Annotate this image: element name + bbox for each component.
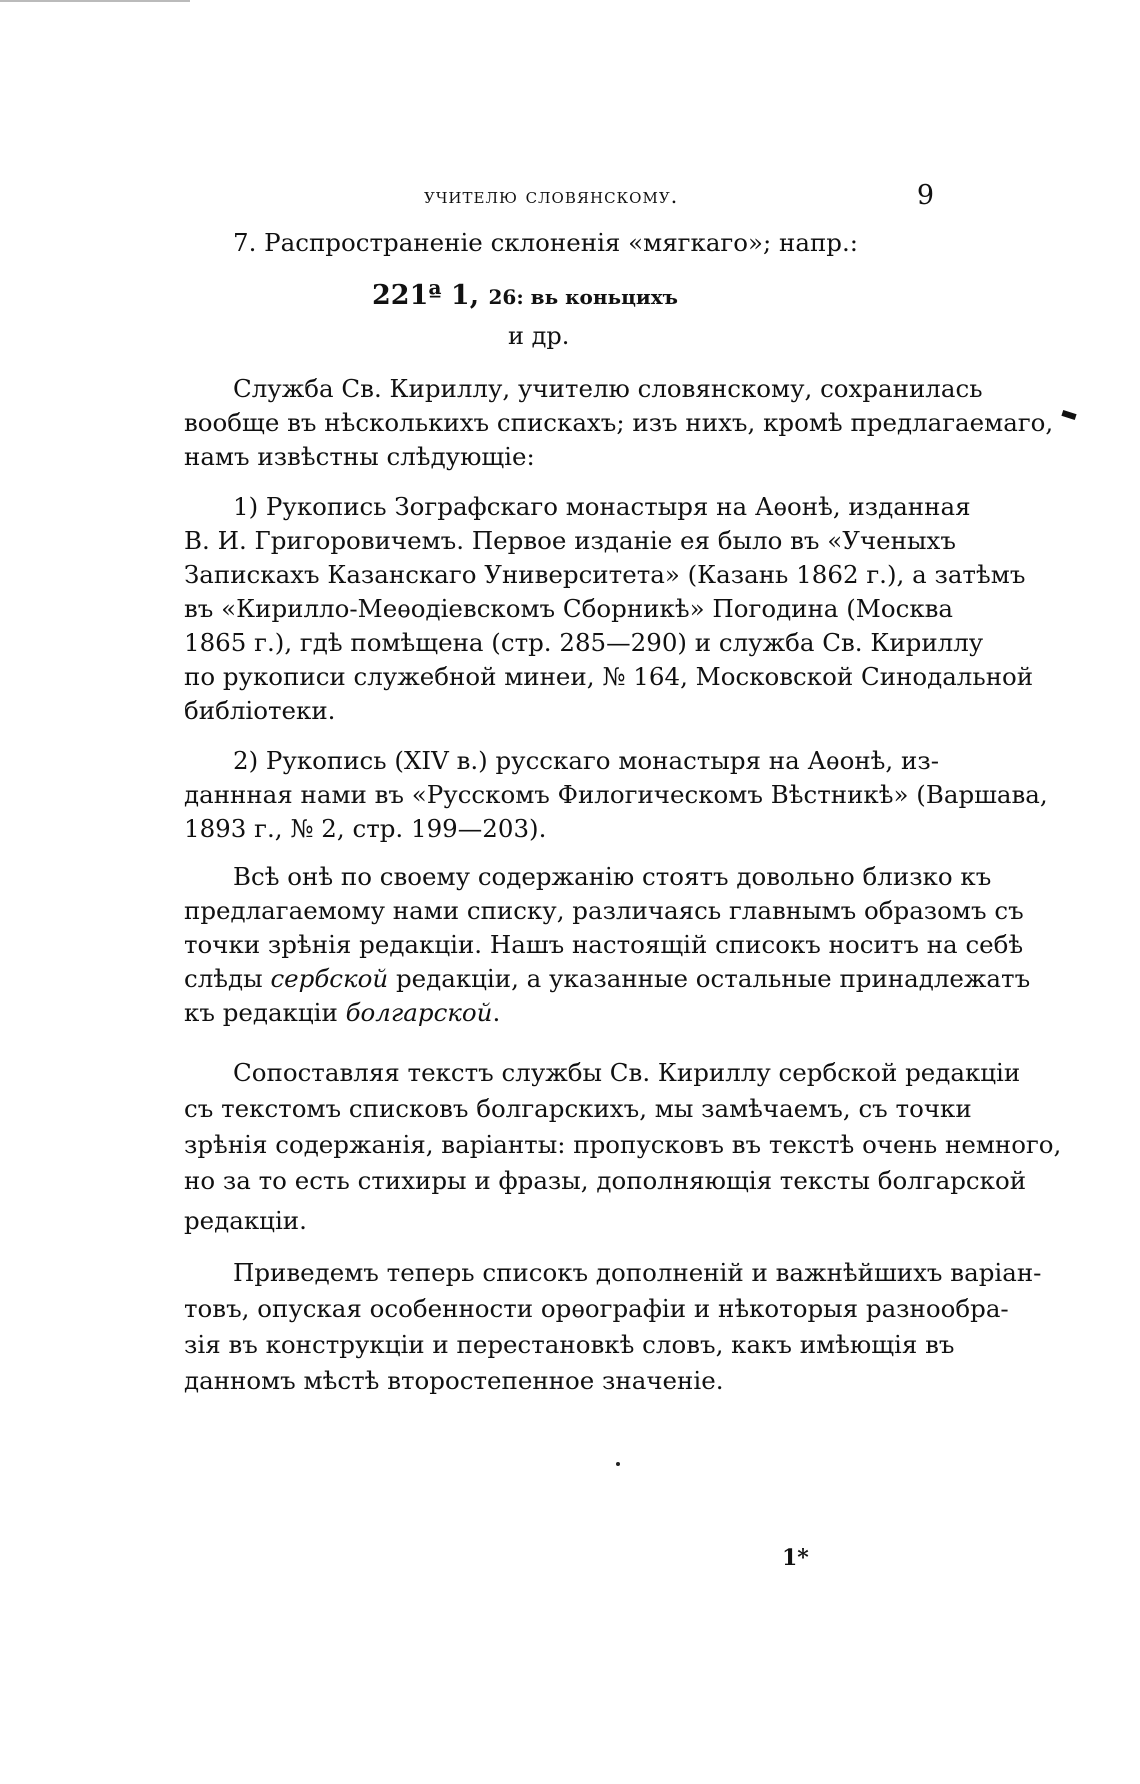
p6-line-2: товъ, опуская особенности орѳографіи и нѣкоторыя разнообра- (184, 1294, 1009, 1323)
p6-line-4: данномъ мѣстѣ второстепенное значеніе. (184, 1366, 724, 1395)
p4-line-1: Всѣ онѣ по своему содержанію стоятъ довольно близко къ (233, 862, 992, 891)
p1-line-2: вообще въ нѣсколькихъ спискахъ; изъ нихъ, кромѣ предлагаемаго, (184, 408, 1054, 437)
p4-line-5: къ редакціи болгарской. (184, 998, 501, 1027)
italic-bulgarian: болгарской (345, 998, 493, 1027)
p4-line-4: слѣды сербской редакціи, а указанные остальные принадлежатъ (184, 964, 1031, 993)
p2-line-6: по рукописи служебной минеи, № 164, Московской Синодальной (184, 662, 1034, 691)
p2-line-3: Запискахъ Казанскаго Университета» (Казань 1862 г.), а затѣмъ (184, 560, 1026, 589)
item7-heading: 7. Распространеніе склоненія «мягкаго»; напр.: (233, 228, 859, 257)
p5-line-5: редакціи. (184, 1206, 307, 1235)
p2-line-1: 1) Рукопись Зографскаго монастыря на Аѳонѣ, изданная (233, 492, 971, 521)
p2-line-7: библіотеки. (184, 696, 336, 725)
p2-line-5: 1865 г.), гдѣ помѣщена (стр. 285—290) и служба Св. Кириллу (184, 628, 984, 657)
page-number: 9 (916, 180, 934, 211)
italic-serbian: сербской (270, 964, 389, 993)
p6-line-3: зія въ конструкціи и перестановкѣ словъ, какъ имѣющія въ (184, 1330, 955, 1359)
page-header (184, 180, 934, 220)
p2-line-2: В. И. Григоровичемъ. Первое изданіе ея было въ «Ученыхъ (184, 526, 956, 555)
p3-line-2: даннная нами въ «Русскомъ Филогическомъ Вѣстникѣ» (Варшава, (184, 780, 1048, 809)
p4-line-2: предлагаемому нами списку, различаясь главнымъ образомъ съ (184, 896, 1024, 925)
p5-line-3: зрѣнія содержанія, варіанты: пропусковъ въ текстѣ очень немного, (184, 1130, 1062, 1159)
speck-mark (616, 1462, 620, 1466)
p2-line-4: въ «Кирилло-Меѳодіевскомъ Сборникѣ» Погодина (Москва (184, 594, 954, 623)
p5-line-1: Сопоставляя текстъ службы Св. Кириллу сербской редакціи (233, 1058, 1021, 1087)
p1-line-3: намъ извѣстны слѣдующіе: (184, 442, 535, 471)
running-title: учителю словянскому. (424, 184, 679, 208)
p5-line-2: съ текстомъ списковъ болгарскихъ, мы замѣчаемъ, съ точки (184, 1094, 972, 1123)
p3-line-1: 2) Рукопись (XIV в.) русскаго монастыря на Аѳонѣ, из- (233, 746, 939, 775)
p6-line-1: Приведемъ теперь списокъ дополненій и важнѣйшихъ варіан- (233, 1258, 1042, 1287)
p4-line-3: точки зрѣнія редакціи. Нашъ настоящій списокъ носитъ на себѣ (184, 930, 1024, 959)
p1-line-1: Служба Св. Кириллу, учителю словянскому, сохранилась (233, 374, 983, 403)
scan-edge-line (0, 0, 190, 2)
signature-mark: 1* (782, 1545, 809, 1571)
p5-line-4: но за то есть стихиры и фразы, дополняющія тексты болгарской (184, 1166, 1027, 1195)
example-reference: 221ª 1, 26: вь коньцихъ (372, 280, 678, 311)
example-more: и др. (508, 322, 570, 350)
p3-line-3: 1893 г., № 2, стр. 199—203). (184, 814, 547, 843)
margin-mark (1061, 410, 1076, 420)
